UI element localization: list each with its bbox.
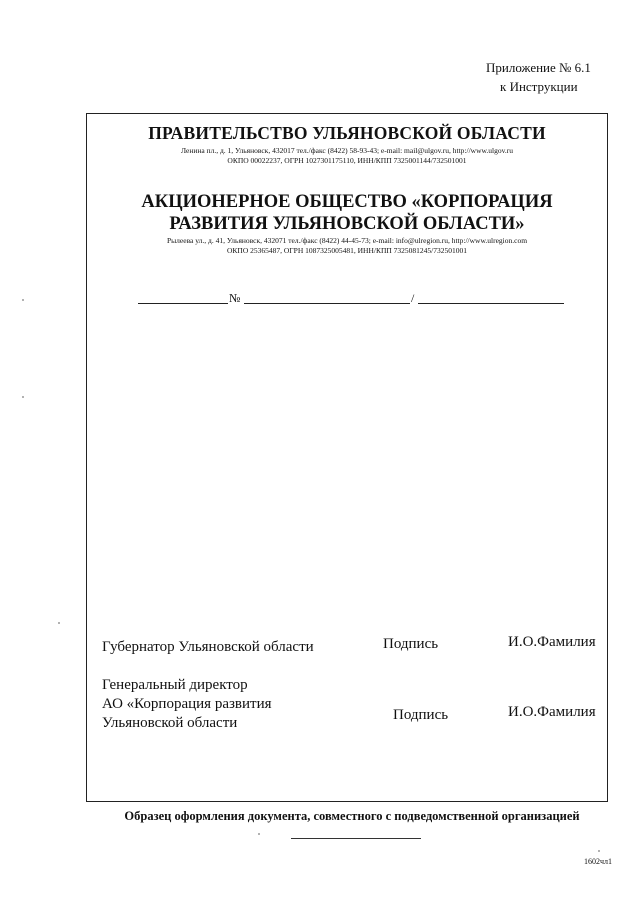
scan-speck: [598, 850, 600, 852]
director-signature: Подпись: [393, 707, 449, 723]
director-position-line3: Ульяновской области: [102, 715, 238, 731]
director-name: И.О.Фамилия: [508, 704, 596, 720]
government-codes: ОКПО 00022237, ОГРН 1027301175110, ИНН/КПП 7325001144/732501001: [227, 156, 467, 165]
date-blank: [138, 303, 228, 304]
scan-speck: [58, 622, 60, 624]
government-details: [100, 146, 594, 166]
scan-speck: [22, 396, 24, 398]
caption-underline: [291, 838, 421, 839]
director-position: [102, 676, 272, 733]
corporation-codes: ОКПО 25365487, ОГРН 1087325005481, ИНН/КПП 7325081245/732501001: [227, 246, 467, 255]
number-separator: /: [411, 291, 415, 305]
corporation-title-line1: АКЦИОНЕРНОЕ ОБЩЕСТВО «КОРПОРАЦИЯ: [141, 192, 553, 212]
page-code: 1602чл1: [584, 857, 613, 866]
director-position-line2: АО «Корпорация развития: [102, 696, 272, 712]
appendix-subtitle: к Инструкции: [500, 79, 578, 94]
scan-speck: [258, 833, 260, 835]
corporation-address: Рылеева ул., д. 41, Ульяновск, 432071 тел./факс (8422) 44-45-73; e-mail: info@ulregion.ru, http://www.ulregion.com: [166, 236, 528, 245]
registration-line: [138, 291, 564, 307]
number-blank-2: [418, 303, 564, 304]
director-position-line1: Генеральный директор: [102, 677, 248, 693]
number-sign: №: [229, 291, 241, 305]
government-title: ПРАВИТЕЛЬСТВО УЛЬЯНОВСКОЙ ОБЛАСТИ: [148, 123, 546, 143]
governor-signature: Подпись: [383, 636, 439, 652]
governor-position: Губернатор Ульяновской области: [102, 639, 314, 655]
scan-speck: [22, 299, 24, 301]
government-address: Ленина пл., д. 1, Ульяновск, 432017 тел./факс (8422) 58-93-43; e-mail: mail@ulgov.ru, http://www.ulgov.ru: [180, 146, 514, 155]
number-blank-1: [244, 303, 410, 304]
document-caption: Образец оформления документа, совместного с подведомственной организацией: [124, 809, 580, 823]
appendix-title: Приложение № 6.1: [486, 60, 591, 75]
governor-name: И.О.Фамилия: [508, 634, 596, 650]
corporation-title-line2: РАЗВИТИЯ УЛЬЯНОВСКОЙ ОБЛАСТИ»: [169, 214, 525, 234]
corporation-details: [100, 236, 594, 256]
corporation-title: [86, 191, 608, 235]
